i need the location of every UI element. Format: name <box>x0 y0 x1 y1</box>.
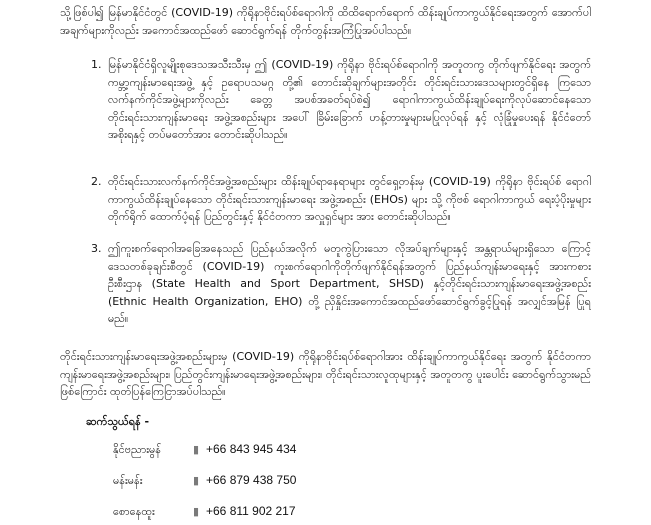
contact-phone[interactable]: +66 879 438 750 <box>206 473 297 487</box>
list-item-text: မြန်မာနိုင်ငံရှိလူမျိုးစုဒေသအသီးသီးမှ ဤ (COVID-19) ကိုရိုနာ ဗိုင်းရပ်စ်ရောဂါကို အတူတကွ တိုက်ဖျက်နိုင်ရေး အတွက် ကမ္ဘာ့ကျန်းမာရေးအဖွဲ့ နှင့် ဥရောပသမဂ္ဂ တို့၏ တောင်းဆိုချက်များအတိုင်း တိုင်းရင်းသားဒေသများတွင်ရှိနေ ကြသော လက်နက်ကိုင်အဖွဲ့များကိုလည်း ခေတ္တ အပစ်အခတ်ရပ်စဲ၍ ရောဂါကာကွယ်ထိန်းချုပ်ရေးကိုလုပ်ဆောင်နေသော တိုင်းရင်းသားကျန်းမာရေး အဖွဲ့အစည်းများ အပေါ် ခြိမ်းခြောက် ဟန့်တားမှုများမပြုလုပ်ရန် နှင့် လုံခြုံမှုပေးရန် နိုင်ငံတော်အစိုးရနှင့် တပ်မတော်အား တောင်းဆိုပါသည်။ <box>108 58 591 141</box>
item-number: 3. <box>91 242 102 255</box>
separator-glyph: ▮ <box>193 505 200 518</box>
item-number: 2. <box>91 175 102 188</box>
item-number: 1. <box>91 58 102 71</box>
list-item-text: ဤကူးစက်ရောဂါအခြေအနေသည် ပြည်နယ်အလိုက် မတူကွဲပြားသော လိုအပ်ချက်များနှင့် အန္တရာယ်များရှိသော ကြောင့် ဒေသတစ်ခုချင်းစီတွင် (COVID-19) ကူးစက်ရောဂါကိုတိုက်ဖျက်နိုင်ရန်အတွက် ပြည်နယ်ကျန်းမာရေးနှင့် အားကစားဦးစီးဌာန (State Health and Sport Department, SHSD) နှင့်တိုင်းရင်းသားကျန်းမာရေးအဖွဲ့အစည်း (Ethnic Health Organization, EHO) တို့ ညှိနှိုင်းအကောင်အထည်ဖော်ဆောင်ရွက်ခွင့်ပြုရန် အလျှင်အမြန် ပြုရမည်။ <box>108 242 591 325</box>
closing-paragraph: တိုင်းရင်းသားကျန်းမာရေးအဖွဲ့အစည်းများမှ (COVID-19) ကိုရိုနာဗိုင်းရပ်စ်ရောဂါအား ထိန်းချုပ်ကာကွယ်နိုင်ရေး အတွက် နိုင်ငံတကာ ကျန်းမာရေးအဖွဲ့အစည်းများ၊ ပြည်တွင်းကျန်းမာရေးအဖွဲ့အစည်းများ၊ တိုင်းရင်းသားလူထုများနှင့် အတူတကွ ပူးပေါင်း ဆောင်ရွက်သွားမည် ဖြစ်ကြောင်း ထုတ်ပြန်ကြေငြာအပ်ပါသည်။ <box>60 350 591 398</box>
list-item-text: တိုင်းရင်းသားလက်နက်ကိုင်အဖွဲ့အစည်းများ ထိန်းချုပ်ရာနေရာများ တွင်ရှေ့တန်းမှ (COVID-19) ကိုရိုနာ ဗိုင်းရပ်စ် ရောဂါ ကာကွယ်ထိန်းချုပ်နေသော တိုင်းရင်းသားကျန်းမာရေး အဖွဲ့အစည်း (EHOs) များ သို့ ကိုဗစ် ရောဂါကာကွယ် ရေးပံ့ပိုးမှုများ တိုက်ရိုက် ထောက်ပံ့ရန် ပြည်တွင်းနှင့် နိုင်ငံတကာ အလှူရှင်များ အား တောင်းဆိုပါသည်။ <box>108 175 591 223</box>
separator-glyph: ▮ <box>193 443 200 456</box>
contact-heading: ဆက်သွယ်ရန် - <box>86 415 150 428</box>
contact-name: နိုင်ဗညားမွန် <box>113 443 161 456</box>
contact-phone[interactable]: +66 843 945 434 <box>206 442 297 456</box>
list-item <box>108 56 591 166</box>
contact-name: မန်းမန်း <box>113 474 143 487</box>
list-item <box>108 240 591 334</box>
contact-name: စောနေထူး <box>113 505 155 518</box>
list-item <box>108 173 591 247</box>
contact-phone[interactable]: +66 811 902 217 <box>206 504 296 518</box>
separator-glyph: ▮ <box>193 474 200 487</box>
intro-paragraph: သို့ဖြစ်ပါ၍ မြန်မာနိုင်ငံတွင် (COVID-19) ကိုရိုနာဗိုင်းရပ်စ်ရောဂါကို ထိထိရောက်ရောက် ထိန်းချုပ်ကာကွယ်နိုင်ရေးအတွက် အောက်ပါအချက်များကိုလည်း အကောင်အထည်ဖော် ဆောင်ရွက်ရန် တိုက်တွန်းအကြံပြုအပ်ပါသည်။ <box>60 6 591 37</box>
